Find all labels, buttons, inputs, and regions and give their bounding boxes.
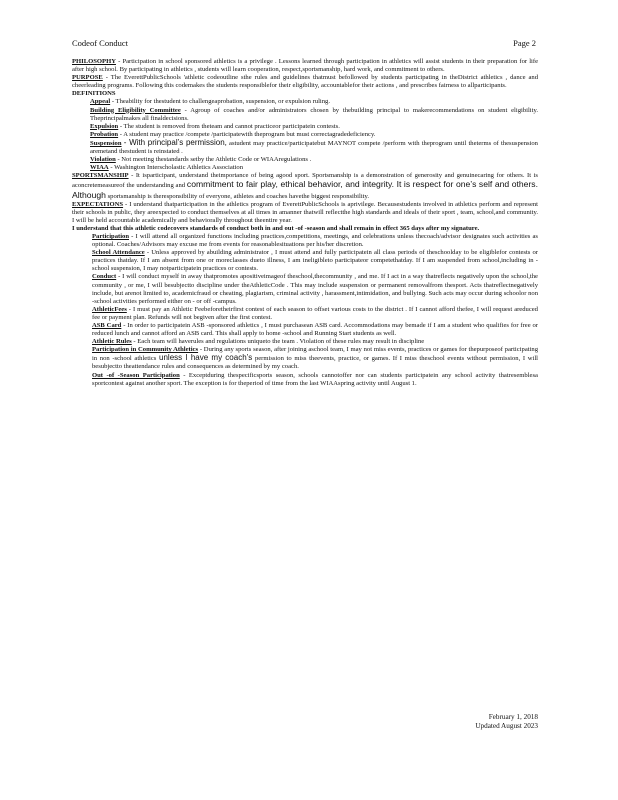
philosophy-text: - Participation in school sponsored athletics is a privilege . Lessons learned through participation in athletics will assist students in their preparation for life after high school. By participating in athletics , students will learn cooperation, respect,sportsmanship, hard work, and commitment to others. bbox=[72, 58, 538, 74]
expectations-bold-statement: I understand that this athletic codecovers standards of conduct both in and out -of -season and shall remain in effect 365 days after my signature. bbox=[72, 224, 480, 232]
rule-conduct bbox=[92, 273, 538, 305]
rule-text: - During any sports season, after joining aschool team, I may not miss events, practices or games for thepurposeof participating in non -school athletics bbox=[92, 346, 539, 363]
rule-text: - In order to participatein ASB -sponsored athletics , I must purchasean ASB card. Accommodations may bemade if I am a student who qualifies for free or reduced lunch and cannot afford an ASB card. This shall apply to home -school and Running Start students as well. bbox=[92, 322, 538, 338]
definition-term: Suspension bbox=[90, 139, 122, 147]
rule-text: - I must pay an Athletic Feebeforetheirfirst contest of each season to offset various costs to the district . If I cannot afford thefee, I will request areduced fee or payment plan. Refunds will not begiven after the first contest. bbox=[92, 305, 538, 321]
definition-text: - The student is removed from theteam and cannot practiceor participatein contests. bbox=[119, 122, 340, 130]
rule-term: Athletic Rules bbox=[92, 338, 132, 346]
expectations-text: - I understand thatparticipation in the athletics program of EverettPublicSchools is aprivilege. Becausestudents involved in athletics perform and represent their schools in public, they areexpected to conduct themselves at all times in amanner thatwill reflectthe high standards and ideals of their sport , team, school,and community. I will be held accountable academically and behaviorally throughout theentire year. bbox=[72, 200, 538, 224]
rule-participation bbox=[92, 233, 538, 249]
definition-term: Appeal bbox=[90, 98, 111, 106]
expectations-term: EXPECTATIONS bbox=[72, 200, 124, 208]
definition-text: - A student may practice /compete /participatewith theprogram but must correctagradedeficiency. bbox=[119, 130, 376, 138]
rule-term: Participation bbox=[92, 232, 129, 240]
definition-suspension bbox=[90, 139, 538, 156]
sportsmanship-term: SPORTSMANSHIP bbox=[72, 172, 129, 180]
definition-term: Expulsion bbox=[90, 122, 119, 130]
rule-text: - I will attend all organized functions including practices,competitions, meetings, and celebrations unless thecoach/advisor designates such activities as optional. Coaches/Advisors may excuse me from events for reasonablesituations per his/her discretion. bbox=[92, 232, 538, 249]
purpose-text: - The EverettPublicSchools 'athletic codeoutline sthe rules and guidelines thatmust befollowed by students participating in theDistrict athletics , dance and cheerleading programs. Following this codemakes the students responsiblefor their eligibility, accountablefor their actions , and prescribes fairness to allparticipants. bbox=[72, 74, 538, 90]
page-number: Page 2 bbox=[513, 38, 536, 48]
sportsmanship-emphasis: commitment to fair play, ethical behavior, and integrity. It is respect for one’s self and others. Although bbox=[72, 179, 538, 200]
sportsmanship-paragraph bbox=[72, 172, 538, 200]
revision-date: February 1, 2018 bbox=[488, 713, 538, 721]
rule-text: - Unless approved by abuilding administrator , I must attend and fully participatein all class periods of theschoolday to be eligiblefor contests or practices thatday. If I am absent from one or moreclasses dueto illness, I am ineligibleto participateor competethatday. If I am suspended from school,including in -school suspension, I may notparticipatein practices or contests. bbox=[92, 249, 538, 273]
sportsmanship-text: - It isparticipant, understand theimportance of being agood sport. Sportsmanship is a demonstration of generosity and genuinecaring for others. It is aconcretemeasureof the understanding and bbox=[72, 172, 538, 190]
sportsmanship-text-end: sportsmanship is theresponsibility of everyone, athletes and coaches havethe biggest responsibility. bbox=[107, 192, 370, 200]
rule-term: Participation in Community Athletics bbox=[92, 346, 199, 354]
definition-term: Probation bbox=[90, 130, 119, 138]
rule-term: Out -of -Season Participation bbox=[92, 371, 180, 379]
page-footer bbox=[475, 713, 538, 731]
rule-text: - I will conduct myself in away thatpromotes apositiveimageof theschool,thecommunity , and me. If I act in a way thatreflects negatively upon the school,the community , or me, I will besubjectto discipline under theAthleticCode . This may include suspension or permanent removalfrom thesport. Acts thatreflectnegatively include, but arenot limited to, academicfraud or cheating, plagiarism, criminal activity , harassment,intimidation, and bullying. Such acts may occur during schoolor non -school activities performed either on - or off -campus. bbox=[92, 273, 538, 305]
definition-text: - Not meeting thestandards setby the Athletic Code or WIAAregulations . bbox=[117, 156, 312, 164]
philosophy-term: PHILOSOPHY bbox=[72, 58, 116, 65]
philosophy-paragraph bbox=[72, 58, 538, 74]
expectations-paragraph bbox=[72, 201, 538, 225]
purpose-paragraph bbox=[72, 74, 538, 90]
rule-term: AthleticFees bbox=[92, 305, 127, 313]
rule-out-of-season bbox=[92, 372, 538, 388]
rule-text: - Each team will haverules and regulations uniqueto the team . Violation of these rules may result in discipline bbox=[133, 338, 425, 346]
document-body bbox=[72, 58, 538, 388]
definition-text: - Theability for thestudent to challengeaprobation, suspension, or expulsion ruling. bbox=[111, 98, 330, 106]
rule-asb-card bbox=[92, 322, 538, 338]
rule-community-athletics bbox=[92, 346, 538, 371]
document-title: Codeof Conduct bbox=[72, 38, 128, 48]
rule-term: ASB Card bbox=[92, 322, 122, 329]
definition-text: astudent may practice/participatebut MAYNOT compete /perform with theprogram until theterms of thesuspension aremetand thestudent is reinstated . bbox=[90, 139, 538, 156]
definition-term: WIAA bbox=[90, 164, 109, 172]
rule-emphasis: unless I have my coach’s bbox=[159, 353, 253, 363]
definition-emphasis: - With principal’s permission, bbox=[123, 137, 227, 147]
definitions-heading: DEFINITIONS bbox=[72, 90, 116, 98]
definition-text: - Washington Interscholastic Athletics Association bbox=[110, 164, 244, 172]
rule-term: School Attendance bbox=[92, 249, 145, 257]
definition-building-eligibility-committee bbox=[90, 107, 538, 123]
definition-expulsion bbox=[90, 123, 538, 131]
rule-text-end: permission to miss theevents, practice, or games. If I miss theschool events without permission, I will besubjectto theattendance rules and consequences as determined by my coach. bbox=[92, 355, 538, 371]
definition-appeal bbox=[90, 98, 538, 106]
rule-athletic-rules bbox=[92, 338, 538, 346]
definition-term: Building Eligibility Committee bbox=[90, 106, 181, 114]
rule-athletic-fees bbox=[92, 306, 538, 322]
purpose-term: PURPOSE bbox=[72, 74, 103, 82]
definition-violation bbox=[90, 156, 538, 164]
update-date: Updated August 2023 bbox=[475, 722, 538, 730]
definition-wiaa bbox=[90, 164, 538, 172]
definition-term: Violation bbox=[90, 156, 116, 164]
rule-text: - Exceptduring thespecificsports season, schools cannotoffer nor can students participatein any school activity thatresemblesa sportcontest against another sport. The exception is for theperiod of time from the last WIAAspring activity until August 1. bbox=[92, 371, 538, 387]
rule-term: Conduct bbox=[92, 273, 117, 281]
rule-school-attendance bbox=[92, 249, 538, 273]
definition-text: - Agroup of coaches and/or administrators chosen by thebuilding principal to makerecommendations on student eligibility. Theprincipalmakes all finaldecisions. bbox=[90, 106, 538, 122]
